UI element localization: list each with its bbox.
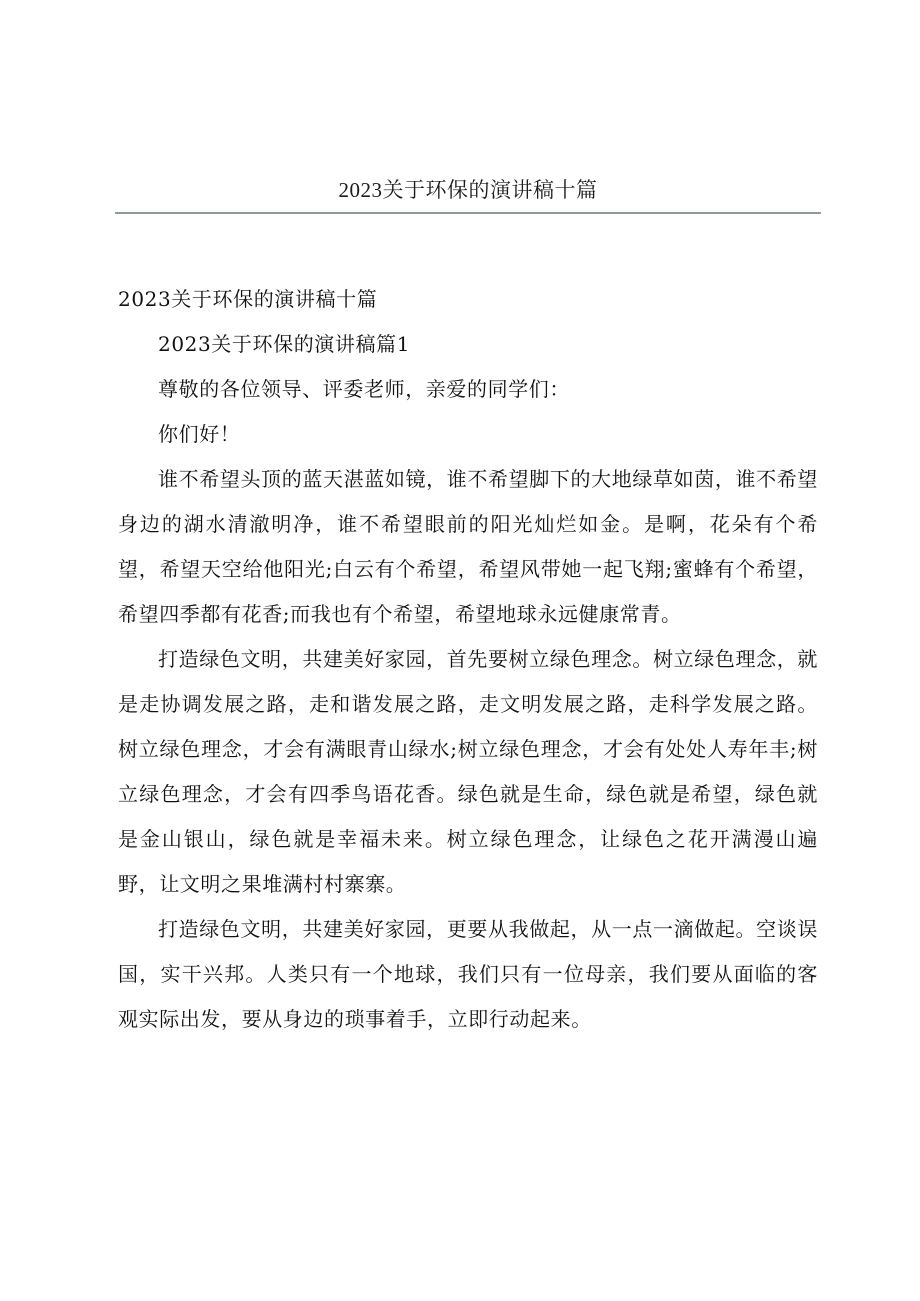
- document-header: [115, 176, 821, 214]
- salutation-line: 尊敬的各位领导、评委老师，亲爱的同学们：: [158, 377, 570, 401]
- body-paragraph: 谁不希望头顶的蓝天湛蓝如镜，谁不希望脚下的大地绿草如茵，谁不希望身边的湖水清澈明净，谁不希望眼前的阳光灿烂如金。是啊，花朵有个希望，希望天空给他阳光;白云有个希望，希望风带她一起飞翔;蜜蜂有个希望，希望四季都有花香;而我也有个希望，希望地球永远健康常青。: [118, 467, 818, 626]
- header-divider: [115, 212, 821, 214]
- body-heading: 2023关于环保的演讲稿十篇: [118, 287, 378, 311]
- body-subheading: 2023关于环保的演讲稿篇1: [158, 332, 411, 356]
- document-body: [118, 277, 818, 1042]
- greeting-line: 你们好！: [158, 422, 241, 446]
- page-title: 2023关于环保的演讲稿十篇: [338, 178, 598, 202]
- body-paragraph: 打造绿色文明，共建美好家园，首先要树立绿色理念。树立绿色理念，就是走协调发展之路，走和谐发展之路，走文明发展之路，走科学发展之路。树立绿色理念，才会有满眼青山绿水;树立绿色理念，才会有处处人寿年丰;树立绿色理念，才会有四季鸟语花香。绿色就是生命，绿色就是希望，绿色就是金山银山，绿色就是幸福未来。树立绿色理念，让绿色之花开满漫山遍野，让文明之果堆满村村寨寨。: [118, 647, 818, 896]
- body-paragraph: 打造绿色文明，共建美好家园，更要从我做起，从一点一滴做起。空谈误国，实干兴邦。人类只有一个地球，我们只有一位母亲，我们要从面临的客观实际出发，要从身边的琐事着手，立即行动起来。: [118, 917, 818, 1031]
